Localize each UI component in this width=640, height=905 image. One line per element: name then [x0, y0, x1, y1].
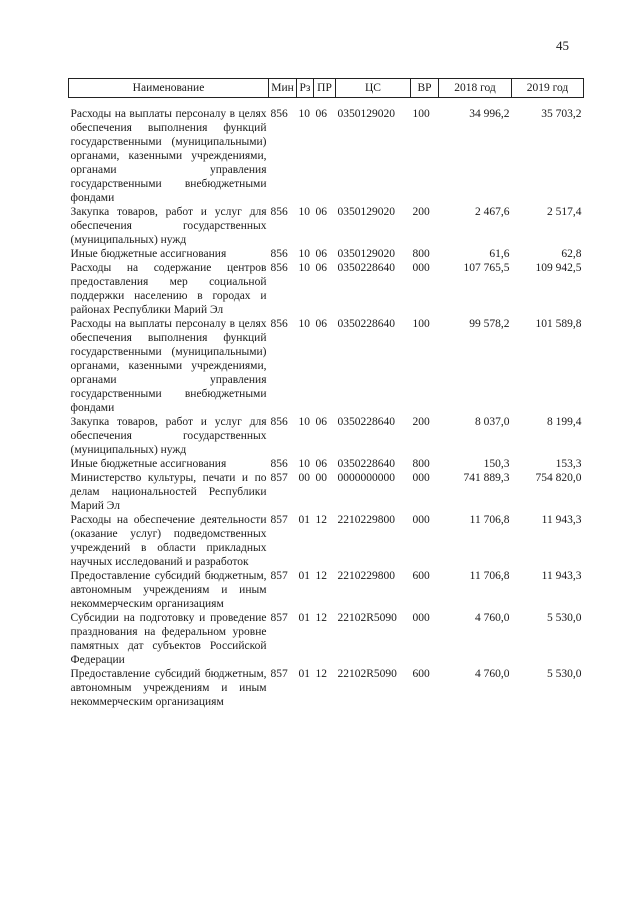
row-2019: 11 943,3	[541, 514, 582, 526]
row-pr: 12	[315, 612, 327, 624]
row-name: Министерство культуры, печати и по делам национальностей Республики Марий Эл	[70, 472, 267, 512]
header-cs: ЦС	[336, 79, 411, 98]
row-rz: 01	[298, 668, 310, 680]
row-rz: 01	[298, 570, 310, 582]
row-2019: 109 942,5	[535, 262, 582, 274]
row-2019: 62,8	[561, 248, 582, 260]
row-rz: 10	[298, 318, 310, 330]
row-2018: 741 889,3	[463, 472, 510, 484]
row-name: Расходы на содержание центров предоставления мер социальной поддержки населению в городах и районах Республики Марий Эл	[70, 262, 267, 316]
row-2018: 4 760,0	[475, 612, 510, 624]
row-2018: 4 760,0	[475, 668, 510, 680]
row-min: 857	[270, 570, 288, 582]
row-name: Расходы на выплаты персоналу в целях обеспечения выполнения функций государственными (муниципальными) органами, казенными учреждениями, органами управления государственными внебюджетными фондами	[70, 318, 267, 414]
row-name: Расходы на выплаты персоналу в целях обеспечения выполнения функций государственными (муниципальными) органами, казенными учреждениями, органами управления государственными внебюджетными фондами	[70, 108, 267, 204]
row-vr: 100	[412, 108, 430, 120]
row-rz: 10	[298, 248, 310, 260]
row-vr: 200	[412, 206, 430, 218]
row-cs: 2210229800	[337, 514, 395, 526]
row-2018: 11 706,8	[469, 514, 510, 526]
row-cs: 22102R5090	[337, 612, 397, 624]
header-vr: ВР	[411, 79, 439, 98]
budget-table	[68, 78, 584, 709]
row-min: 856	[270, 318, 288, 330]
row-vr: 000	[412, 514, 430, 526]
row-vr: 000	[412, 612, 430, 624]
row-vr: 800	[412, 458, 430, 470]
header-2018: 2018 год	[439, 79, 512, 98]
table-row	[69, 317, 584, 415]
row-2019: 5 530,0	[547, 612, 582, 624]
row-cs: 0000000000	[337, 472, 395, 484]
row-min: 856	[270, 108, 288, 120]
row-name: Предоставление субсидий бюджетным, автономным учреждениям и иным некоммерческим организациям	[70, 570, 267, 610]
table-row	[69, 98, 584, 206]
row-2019: 153,3	[555, 458, 582, 470]
row-rz: 10	[298, 416, 310, 428]
row-2018: 107 765,5	[463, 262, 510, 274]
row-name: Расходы на обеспечение деятельности (оказание услуг) подведомственных учреждений в области прикладных научных исследований и разработок	[70, 514, 267, 568]
row-cs: 0350228640	[337, 458, 395, 470]
row-cs: 0350129020	[337, 108, 395, 120]
row-rz: 10	[298, 458, 310, 470]
table-row	[69, 247, 584, 261]
row-pr: 12	[315, 570, 327, 582]
row-2019: 5 530,0	[547, 668, 582, 680]
page-number: 45	[556, 38, 569, 53]
row-pr: 06	[315, 262, 327, 274]
row-vr: 000	[412, 262, 430, 274]
row-min: 856	[270, 248, 288, 260]
table-row	[69, 569, 584, 611]
row-2018: 8 037,0	[475, 416, 510, 428]
row-vr: 800	[412, 248, 430, 260]
header-min: Мин	[269, 79, 297, 98]
row-rz: 10	[298, 108, 310, 120]
row-2019: 2 517,4	[547, 206, 582, 218]
row-cs: 0350129020	[337, 206, 395, 218]
row-2019: 8 199,4	[547, 416, 582, 428]
row-pr: 12	[315, 514, 327, 526]
row-pr: 06	[315, 318, 327, 330]
row-name: Субсидии на подготовку и проведение празднования на федеральном уровне памятных дат субъектов Российской Федерации	[70, 612, 267, 666]
row-pr: 06	[315, 248, 327, 260]
row-cs: 0350129020	[337, 248, 395, 260]
table-body	[69, 98, 584, 710]
row-rz: 01	[298, 612, 310, 624]
header-rz: Рз	[297, 79, 314, 98]
row-2019: 11 943,3	[541, 570, 582, 582]
row-rz: 00	[298, 472, 310, 484]
row-min: 856	[270, 262, 288, 274]
row-2019: 101 589,8	[535, 318, 582, 330]
row-name: Иные бюджетные ассигнования	[70, 248, 227, 260]
row-min: 857	[270, 668, 288, 680]
row-cs: 0350228640	[337, 318, 395, 330]
table-row	[69, 261, 584, 317]
row-vr: 200	[412, 416, 430, 428]
row-2018: 11 706,8	[469, 570, 510, 582]
table-row	[69, 457, 584, 471]
row-name: Закупка товаров, работ и услуг для обеспечения государственных (муниципальных) нужд	[70, 206, 267, 246]
row-cs: 0350228640	[337, 416, 395, 428]
table-row	[69, 667, 584, 709]
row-rz: 10	[298, 206, 310, 218]
row-2018: 2 467,6	[475, 206, 510, 218]
row-name: Иные бюджетные ассигнования	[70, 458, 227, 470]
table-row	[69, 513, 584, 569]
row-2019: 754 820,0	[535, 472, 582, 484]
row-min: 856	[270, 458, 288, 470]
row-pr: 06	[315, 206, 327, 218]
table-row	[69, 205, 584, 247]
row-cs: 22102R5090	[337, 668, 397, 680]
header-2019: 2019 год	[512, 79, 584, 98]
row-pr: 06	[315, 108, 327, 120]
row-name: Предоставление субсидий бюджетным, автономным учреждениям и иным некоммерческим организациям	[70, 668, 267, 708]
row-rz: 01	[298, 514, 310, 526]
row-2018: 34 996,2	[469, 108, 510, 120]
table-row	[69, 415, 584, 457]
row-vr: 100	[412, 318, 430, 330]
header-pr: ПР	[314, 79, 336, 98]
row-vr: 600	[412, 570, 430, 582]
table-header-row	[69, 79, 584, 98]
row-2018: 99 578,2	[469, 318, 510, 330]
row-min: 857	[270, 514, 288, 526]
row-vr: 000	[412, 472, 430, 484]
row-min: 857	[270, 612, 288, 624]
row-name: Закупка товаров, работ и услуг для обеспечения государственных (муниципальных) нужд	[70, 416, 267, 456]
header-name: Наименование	[69, 79, 269, 98]
row-2018: 61,6	[489, 248, 510, 260]
row-cs: 2210229800	[337, 570, 395, 582]
row-2018: 150,3	[483, 458, 510, 470]
row-cs: 0350228640	[337, 262, 395, 274]
row-pr: 00	[315, 472, 327, 484]
row-min: 857	[270, 472, 288, 484]
row-rz: 10	[298, 262, 310, 274]
row-min: 856	[270, 206, 288, 218]
table-row	[69, 611, 584, 667]
row-2019: 35 703,2	[541, 108, 582, 120]
row-pr: 06	[315, 416, 327, 428]
row-pr: 06	[315, 458, 327, 470]
row-vr: 600	[412, 668, 430, 680]
row-min: 856	[270, 416, 288, 428]
row-pr: 12	[315, 668, 327, 680]
table-row	[69, 471, 584, 513]
